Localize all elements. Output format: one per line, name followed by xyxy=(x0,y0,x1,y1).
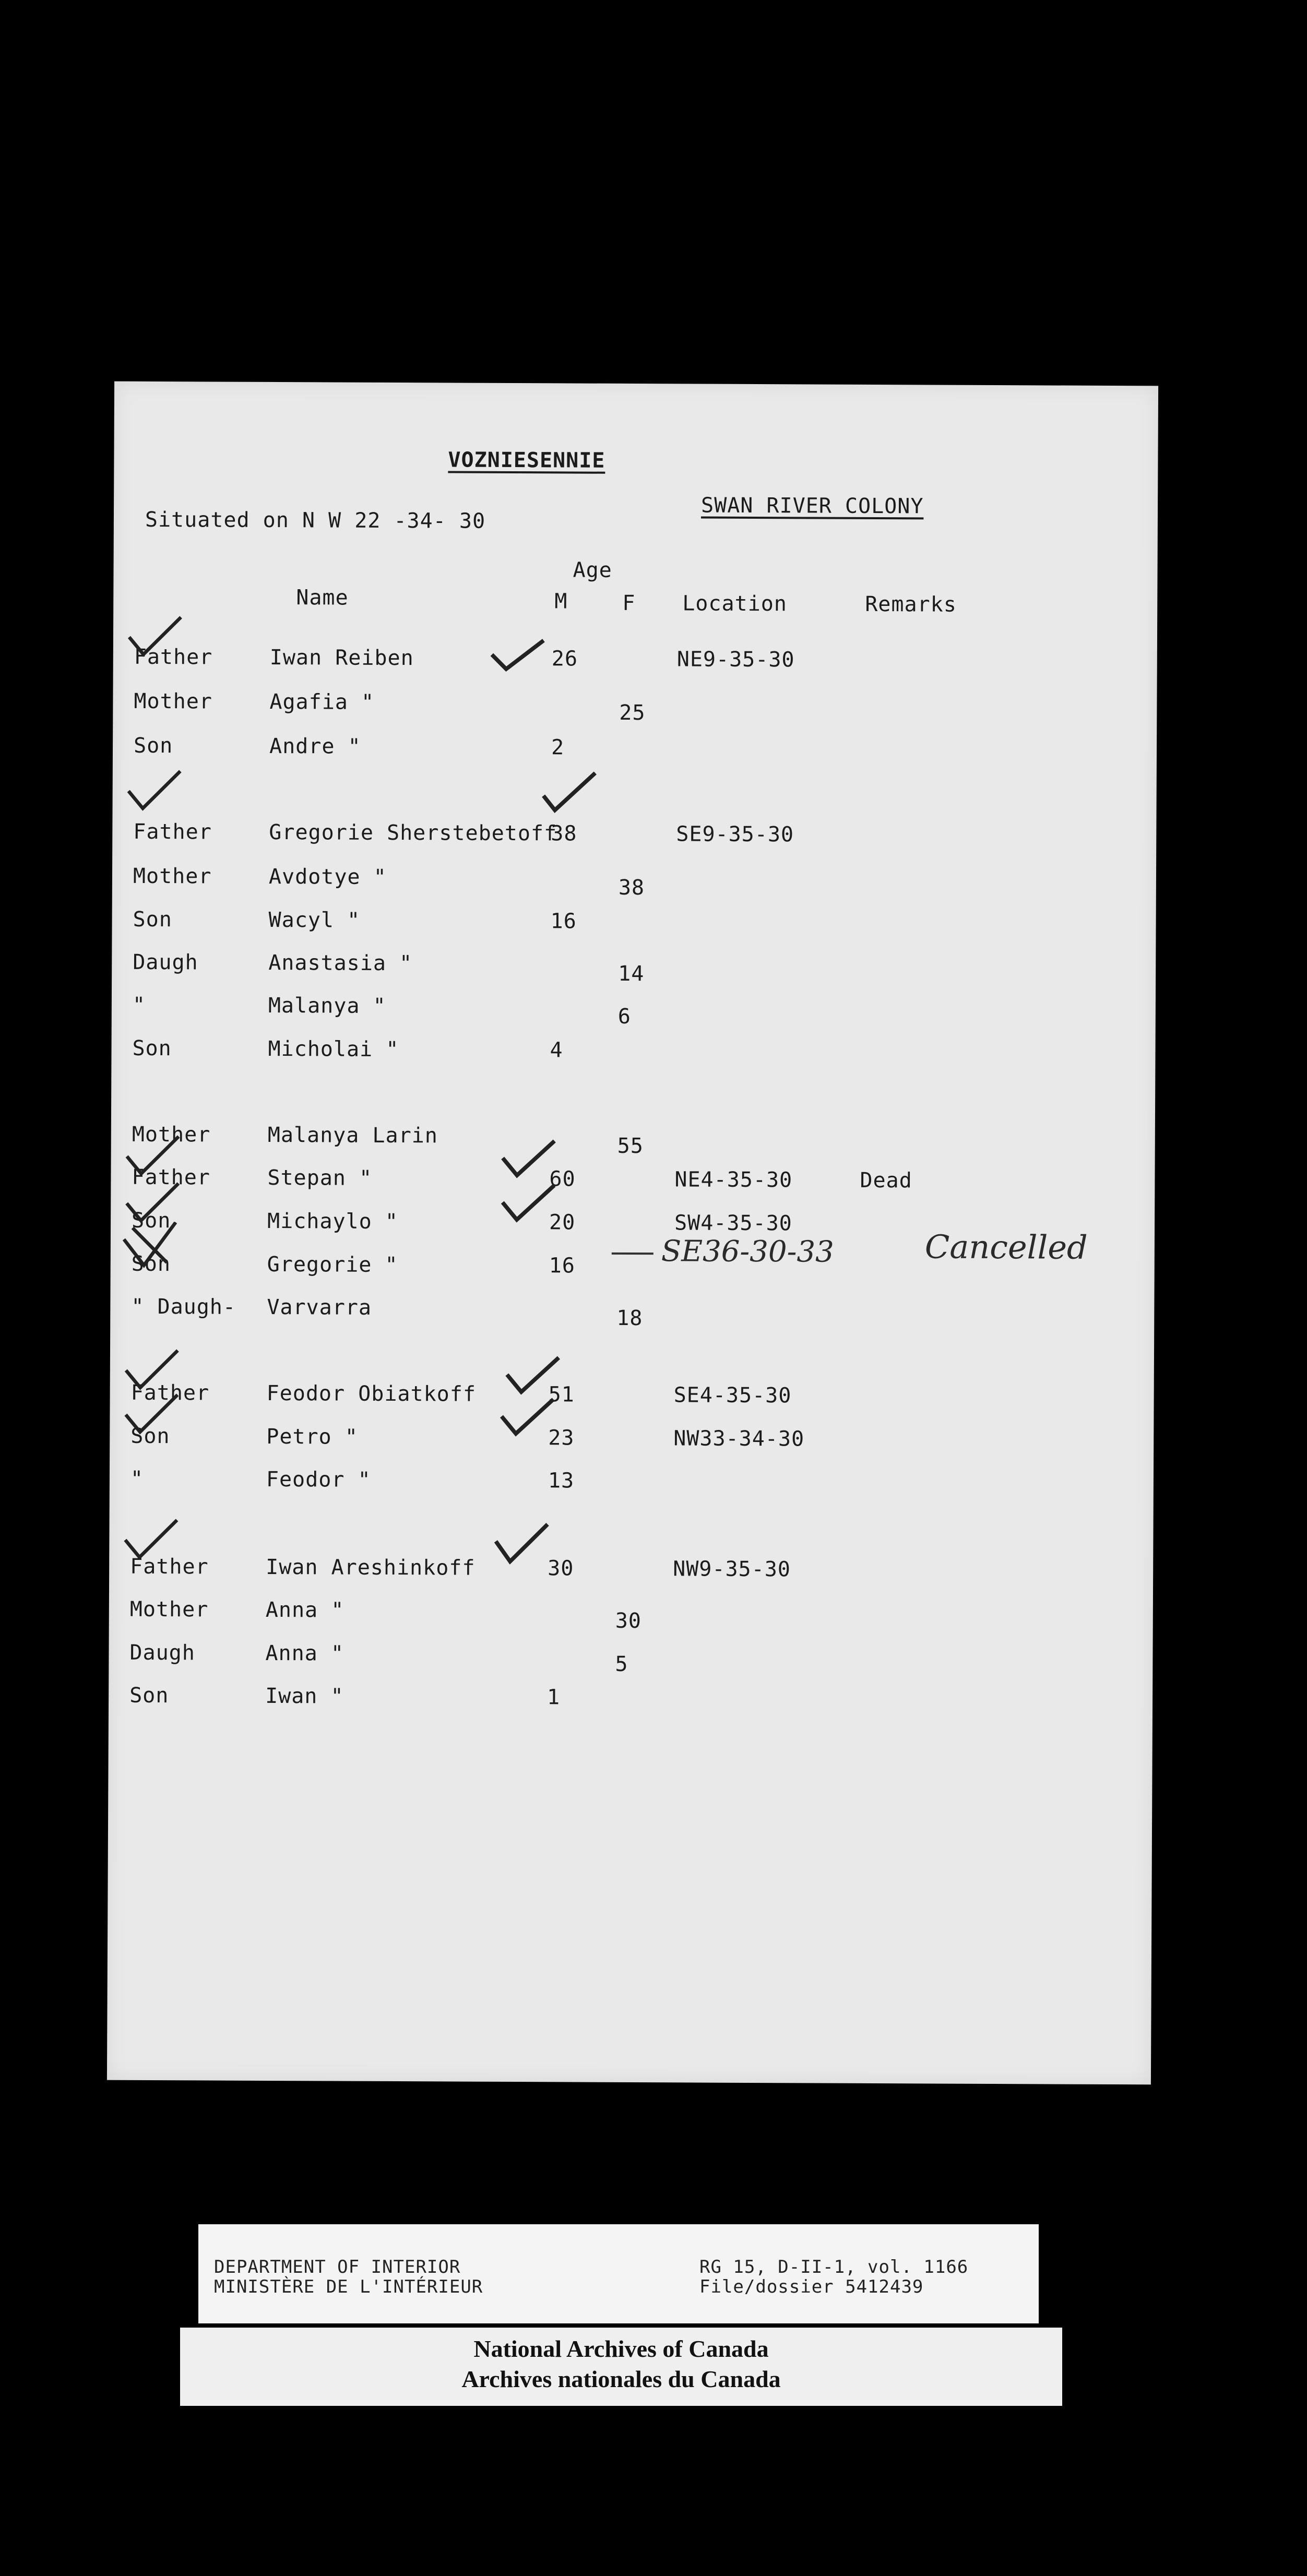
row-name: Michaylo " xyxy=(267,1209,399,1234)
row-f: 18 xyxy=(616,1306,643,1331)
row-m: 20 xyxy=(549,1210,576,1235)
check-mark-icon xyxy=(498,1393,556,1440)
row-rel: Father xyxy=(133,819,212,844)
row-loc: SE4-35-30 xyxy=(673,1383,792,1408)
check-mark-icon xyxy=(500,1179,557,1226)
name-header: Name xyxy=(296,586,349,610)
dept-en: DEPARTMENT OF INTERIOR xyxy=(214,2257,461,2277)
row-name: Avdotye " xyxy=(268,864,387,889)
row-f: 14 xyxy=(618,961,645,986)
row-name: Wacyl " xyxy=(268,908,361,933)
document-page xyxy=(107,381,1158,2085)
row-m: 13 xyxy=(548,1469,575,1493)
check-mark-icon xyxy=(489,628,546,675)
row-m: 23 xyxy=(548,1426,575,1450)
row-rel: " Daugh- xyxy=(131,1294,236,1319)
row-loc: SW4-35-30 xyxy=(674,1211,792,1236)
row-name: Iwan Reiben xyxy=(269,645,414,671)
row-name: Iwan Areshinkoff xyxy=(266,1555,476,1580)
row-name: Micholai " xyxy=(268,1036,399,1062)
row-name: Varvarra xyxy=(267,1295,372,1320)
row-name: Stepan " xyxy=(267,1165,373,1190)
row-name: Anna " xyxy=(265,1597,344,1623)
remarks-header: Remarks xyxy=(865,592,957,617)
row-f: 38 xyxy=(618,875,645,900)
check-mark-icon xyxy=(124,1180,181,1227)
row-rel: " xyxy=(132,993,146,1017)
row-m: 51 xyxy=(548,1382,575,1407)
row-f: 6 xyxy=(617,1004,632,1029)
check-mark-icon xyxy=(126,614,184,661)
row-name: Feodor " xyxy=(266,1467,371,1492)
row-rel: Daugh xyxy=(129,1640,196,1665)
row-rel: Son xyxy=(132,1036,172,1061)
row-rel: Daugh xyxy=(133,950,198,975)
row-rel: Father xyxy=(130,1380,210,1405)
check-mark-icon xyxy=(504,1351,562,1398)
row-loc: NW33-34-30 xyxy=(673,1426,805,1451)
row-f: 55 xyxy=(617,1134,644,1159)
handwritten-dash xyxy=(612,1253,654,1255)
archive-reference-label xyxy=(198,2224,1039,2323)
check-mark-icon xyxy=(125,768,183,815)
row-rel: Mother xyxy=(129,1597,209,1622)
file-number: File/dossier 5412439 xyxy=(699,2276,924,2297)
row-rel: Father xyxy=(130,1554,209,1579)
row-rel: Son xyxy=(129,1683,169,1708)
row-m: 4 xyxy=(550,1038,563,1063)
check-mark-icon xyxy=(122,1517,180,1564)
row-f: 30 xyxy=(615,1608,642,1633)
row-loc: SE9-35-30 xyxy=(676,822,794,847)
row-rel: Mother xyxy=(133,864,212,889)
row-loc: NE9-35-30 xyxy=(676,647,795,672)
age-header: Age xyxy=(573,558,612,582)
row-name: Anastasia " xyxy=(268,950,413,976)
row-loc: NW9-35-30 xyxy=(673,1557,791,1582)
row-name: Gregorie Sherstebetoff xyxy=(269,820,557,846)
row-rel: Father xyxy=(132,1165,211,1190)
row-rel: Son xyxy=(131,1208,171,1233)
institution-name-fr: Archives nationales du Canada xyxy=(461,2366,781,2392)
row-name: Malanya " xyxy=(268,993,386,1018)
check-mark-icon xyxy=(493,1521,550,1568)
check-mark-icon xyxy=(121,1222,179,1269)
f-header: F xyxy=(622,591,636,616)
institution-name-en: National Archives of Canada xyxy=(473,2335,769,2362)
m-header: M xyxy=(554,589,568,614)
row-m: 16 xyxy=(550,909,577,934)
row-f: 25 xyxy=(619,700,646,725)
row-rel: Son xyxy=(133,907,172,932)
document-title: VOZNIESENNIE xyxy=(448,448,605,473)
row-rel: " xyxy=(130,1466,144,1491)
check-mark-icon xyxy=(124,1133,181,1180)
row-rel: Son xyxy=(133,733,173,758)
row-rel: Father xyxy=(134,645,213,670)
row-loc: NE4-35-30 xyxy=(674,1167,793,1192)
row-name: Iwan " xyxy=(265,1684,344,1709)
check-mark-icon xyxy=(123,1347,181,1394)
location-header: Location xyxy=(682,591,788,616)
check-mark-icon xyxy=(500,1135,557,1182)
row-name: Agafia " xyxy=(269,689,375,714)
institution-banner xyxy=(180,2328,1062,2406)
row-m: 16 xyxy=(549,1254,575,1278)
row-rem: Dead xyxy=(860,1168,912,1193)
row-m: 2 xyxy=(551,735,565,760)
row-rel: Mother xyxy=(134,689,213,714)
handwritten-location: SE36-30-33 xyxy=(661,1234,834,1269)
row-name: Andre " xyxy=(269,734,361,759)
colony-title: SWAN RIVER COLONY xyxy=(700,493,924,519)
row-name: Anna " xyxy=(265,1641,344,1666)
row-m: 26 xyxy=(551,647,578,671)
row-m: 1 xyxy=(547,1685,561,1710)
row-rel: Son xyxy=(131,1251,171,1277)
dept-fr: MINISTÈRE DE L'INTÉRIEUR xyxy=(214,2276,483,2297)
row-rel: Mother xyxy=(132,1122,211,1147)
row-name: Feodor Obiatkoff xyxy=(266,1381,477,1406)
row-name: Gregorie " xyxy=(267,1252,398,1278)
row-f: 5 xyxy=(615,1652,628,1676)
handwritten-remark: Cancelled xyxy=(924,1227,1088,1267)
row-m: 38 xyxy=(551,821,577,846)
row-name: Malanya Larin xyxy=(267,1123,438,1148)
archive-ref: RG 15, D-II-1, vol. 1166 xyxy=(699,2257,969,2277)
check-mark-icon xyxy=(123,1391,180,1438)
situated-line: Situated on N W 22 -34- 30 xyxy=(145,507,486,533)
row-m: 60 xyxy=(549,1167,576,1191)
row-m: 30 xyxy=(548,1556,574,1581)
check-mark-icon xyxy=(540,769,598,816)
row-name: Petro " xyxy=(266,1424,358,1449)
row-rel: Son xyxy=(130,1424,170,1449)
